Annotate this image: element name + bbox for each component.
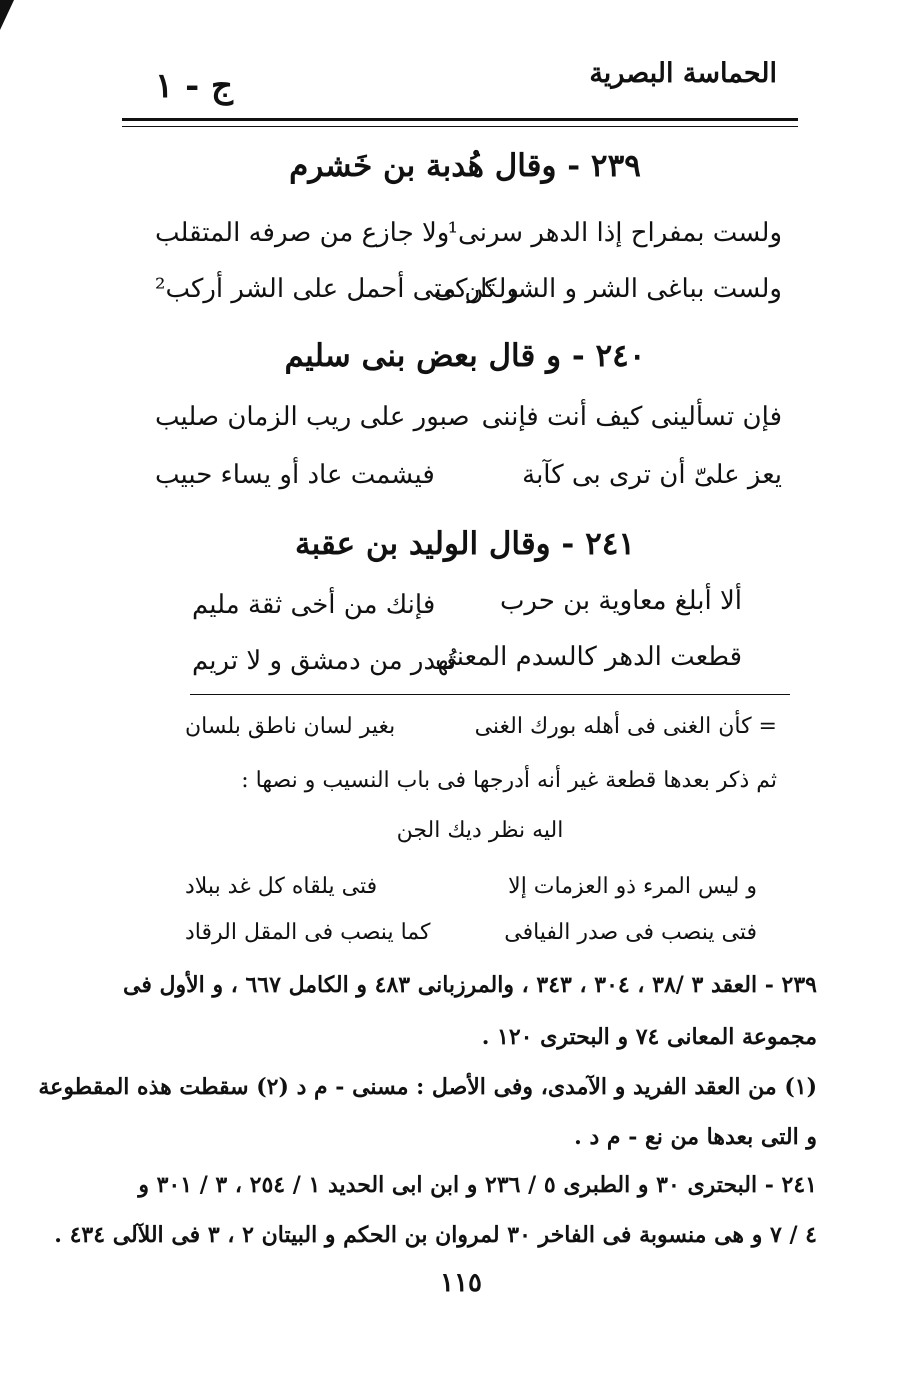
verse-239-1-first: ولست بمفراح إذا الدهر سرنى¹ — [447, 218, 782, 248]
note-verse2-2-first: فتى ينصب فى صدر الفيافى — [504, 920, 757, 945]
verse-241-1-second: فإنك من أخى ثقة مليم — [192, 590, 436, 620]
verse-239-1-second: ولا جازع من صرفه المتقلب — [155, 218, 450, 248]
note-verse-first: = كأن الغنى فى أهله بورك الغنى — [474, 714, 777, 739]
notes-separator — [190, 694, 790, 695]
note-verse-second: بغير لسان ناطق بلسان — [185, 714, 396, 739]
poem-heading-241: ٢٤١ - وقال الوليد بن عقبة — [294, 526, 636, 562]
footnote-239-line2: مجموعة المعانى ٧٤ و البحترى ١٢٠ . — [481, 1024, 817, 1050]
note-line: ثم ذكر بعدها قطعة غير أنه أدرجها فى باب النسيب و نصها : — [241, 768, 777, 793]
page-number: ١١٥ — [440, 1268, 482, 1298]
note-title: اليه نظر ديك الجن — [396, 818, 564, 843]
verse-240-2-second: فيشمت عاد أو يساء حبيب — [155, 460, 435, 490]
header-rule-thick — [122, 118, 798, 121]
note-verse2-1-second: فتى يلقاه كل غد ببلاد — [185, 874, 378, 899]
note-verse2-2-second: كما ينصب فى المقل الرقاد — [185, 920, 431, 945]
verse-240-2-first: يعز علىّ أن ترى بى كآبة — [522, 460, 782, 490]
verse-239-2-second: ولكن متى أحمل على الشر أركب² — [155, 274, 520, 304]
footnote-241-line2: ٤ / ٧ و هى منسوبة فى الفاخر ٣٠ لمروان بن الحكم و البيتان ٢ ، ٣ فى اللآلى ٤٣٤ . — [54, 1222, 817, 1248]
verse-241-2-second: تُهدر من دمشق و لا تريم — [192, 646, 457, 676]
verse-240-1-second: صبور على ريب الزمان صليب — [155, 402, 470, 432]
book-title: الحماسة البصرية — [589, 58, 777, 89]
verse-241-2-first: قطعت الدهر كالسدم المعنى — [435, 642, 742, 672]
footnote-241-line1: ٢٤١ - البحترى ٣٠ و الطبرى ٥ / ٢٣٦ و ابن ابى الحديد ١ / ٢٥٤ ، ٣ / ٣٠١ و — [138, 1172, 817, 1198]
footnote-239-line1: ٢٣٩ - العقد ٣ /٣٨ ، ٣٠٤ ، ٣٤٣ ، والمرزبانى ٤٨٣ و الكامل ٦٦٧ ، و الأول فى — [123, 972, 817, 998]
header-rule-thin — [122, 126, 798, 127]
poem-heading-240: ٢٤٠ - و قال بعض بنى سليم — [284, 338, 646, 374]
footnote-1-line1: (١) من العقد الفريد و الآمدى، وفى الأصل : مسنى - م د (٢) سقطت هذه المقطوعة — [38, 1074, 817, 1100]
scan-corner-mark — [0, 0, 14, 30]
verse-239-2-first: ولست بباغى الشر و الشر تاركى — [433, 274, 782, 304]
verse-240-1-first: فإن تسألينى كيف أنت فإننى — [481, 402, 782, 432]
footnote-1-line2: و التى بعدها من نع - م د . — [574, 1124, 817, 1150]
note-verse2-1-first: و ليس المرء ذو العزمات إلا — [508, 874, 757, 899]
verse-241-1-first: ألا أبلغ معاوية بن حرب — [499, 586, 742, 616]
poem-heading-239: ٢٣٩ - وقال هُدبة بن خَشرم — [289, 148, 641, 184]
volume-label: ج - ١ — [155, 66, 233, 106]
